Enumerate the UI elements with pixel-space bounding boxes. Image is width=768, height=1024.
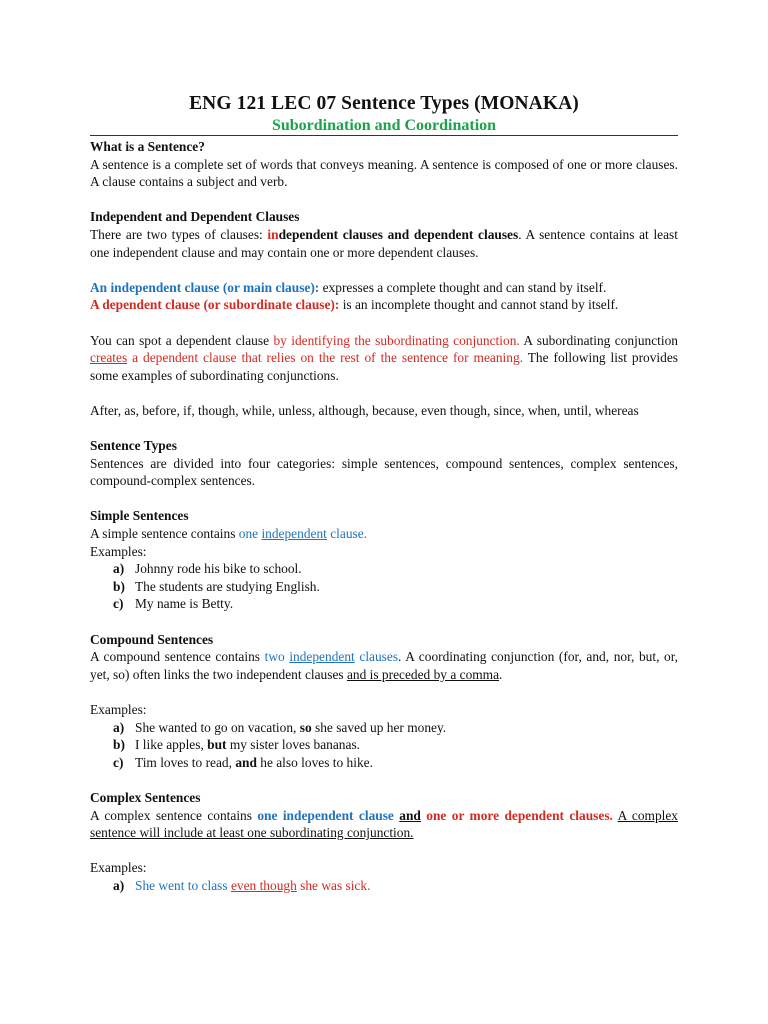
complex-examples-list (90, 877, 678, 895)
section-heading-what-is-sentence: What is a Sentence? (90, 139, 205, 154)
examples-label: Examples: (90, 860, 147, 876)
definition-dependent-clause: A dependent clause (or subordinate clause): is an incomplete thought and cannot stand by itself. (90, 297, 619, 313)
section-heading-simple: Simple Sentences (90, 508, 189, 524)
list-item: a) She went to class even though she was sick. (113, 877, 371, 893)
examples-label: Examples: (90, 543, 147, 559)
section-heading-clauses: Independent and Dependent Clauses (90, 209, 300, 225)
list-item: c) My name is Betty. (113, 596, 234, 612)
definition-independent-clause: An independent clause (or main clause): expresses a complete thought and can stand by itself. (90, 279, 607, 295)
list-item: b) The students are studying English. (113, 578, 320, 594)
paragraph-what-is-sentence: A sentence is a complete set of words that conveys meaning. A sentence is composed of one or more clauses. A clause contains a subject and verb. (90, 156, 678, 190)
section-heading-compound: Compound Sentences (90, 631, 214, 647)
paragraph-compound-intro: A compound sentence contains two independent clauses. A coordinating conjunction (for, and, nor, but, or, yet, so) often links the two independent clauses and is preceded by a comma. (90, 649, 678, 682)
list-item: a) Johnny rode his bike to school. (113, 561, 302, 577)
subordinating-conjunction-list: After, as, before, if, though, while, unless, although, because, even though, since, when, until, whereas (90, 402, 639, 418)
simple-examples-list (90, 560, 678, 613)
document-content (90, 92, 678, 895)
page-subtitle: Subordination and Coordination (271, 117, 497, 134)
examples-label: Examples: (90, 702, 147, 717)
paragraph-simple-intro: A simple sentence contains one independent clause. (90, 526, 368, 542)
paragraph-clause-types: There are two types of clauses: independent clauses and dependent clauses. A sentence contains at least one independent clause and may contain one or more dependent clauses. (90, 226, 678, 260)
section-heading-complex: Complex Sentences (90, 789, 201, 805)
section-heading-sentence-types: Sentence Types (90, 438, 177, 454)
paragraph-spot-dependent-clause: You can spot a dependent clause by identifying the subordinating conjunction. A subordinating conjunction creates a dependent clause that relies on the rest of the sentence for meaning. The following list provides some examples of subordinating conjunctions. (90, 332, 678, 383)
paragraph-complex-intro: A complex sentence contains one independent clause and one or more dependent clauses. A complex sentence will include at least one subordinating conjunction. (90, 807, 678, 841)
paragraph-sentence-types: Sentences are divided into four categories: simple sentences, compound sentences, complex sentences, compound-complex sentences. (90, 455, 678, 489)
list-item: c) Tim loves to read, and he also loves to hike. (113, 754, 373, 770)
title-divider (90, 135, 678, 136)
dependent-clause-term: A dependent clause (or subordinate clause): (90, 297, 340, 313)
page-title: ENG 121 LEC 07 Sentence Types (MONAKA) (189, 93, 579, 114)
list-item: b) I like apples, but my sister loves bananas. (113, 737, 361, 753)
independent-clause-term: An independent clause (or main clause): (90, 279, 320, 295)
compound-examples-list (90, 719, 678, 772)
list-item: a) She wanted to go on vacation, so she saved up her money. (113, 719, 447, 735)
